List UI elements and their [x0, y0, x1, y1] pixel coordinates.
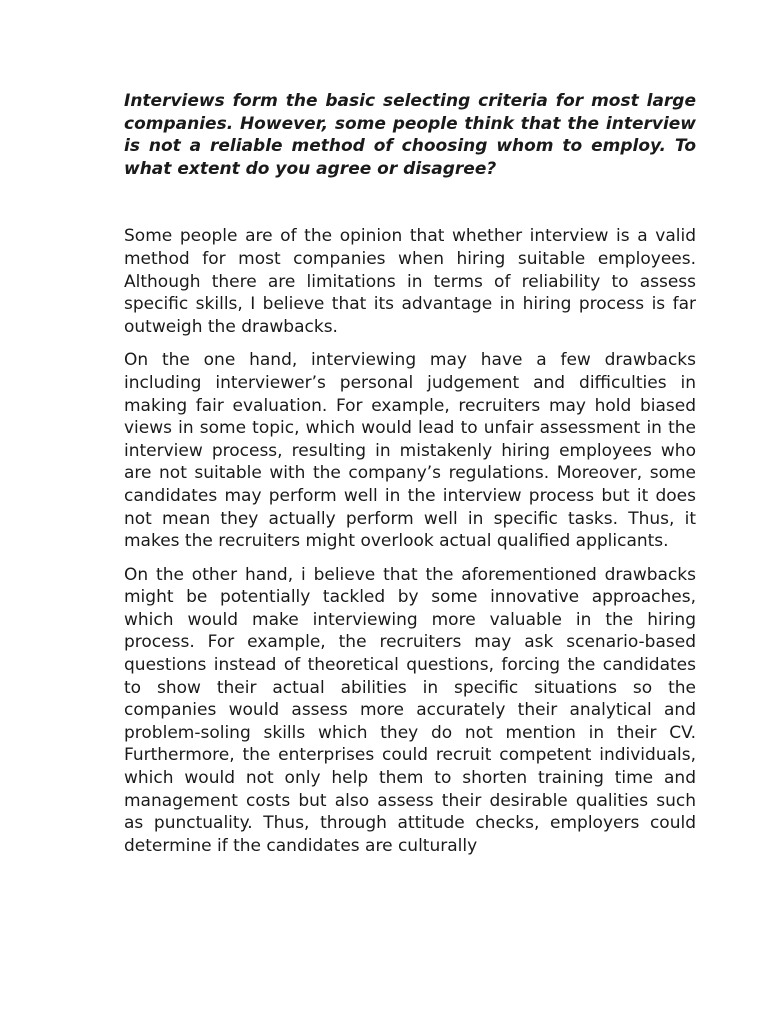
essay-body [124, 90, 696, 856]
paragraph-introduction: Some people are of the opinion that whether interview is a valid method for most companies when hiring suitable employees. Although there are limitations in terms of reliability to assess specific skills, I believe that its advantage in hiring process is far outweigh the drawbacks. [124, 226, 696, 337]
paragraph-counterargument-clip [124, 564, 696, 856]
paragraph-counterargument: On the other hand, i believe that the aforementioned drawbacks might be potentially tackled by some innovative approaches, which would make interviewing more valuable in the hiring process. For example, the recruiters may ask scenario-based questions instead of theoretical questions, forcing the candidates to show their actual abilities in specific situations so the companies would assess more accurately their analytical and problem-soling skills which they do not mention in their CV. Furthermore, the enterprises could recruit competent individuals, which would not only help them to shorten training time and management costs but also assess their desirable qualities such as punctuality. Thus, through attitude checks, employers could determine if the candidates are culturally [124, 564, 696, 856]
paragraph-drawbacks: On the one hand, interviewing may have a few drawbacks including interviewer’s personal judgement and difficulties in making fair evaluation. For example, recruiters may hold biased views in some topic, which would lead to unfair assessment in the interview process, resulting in mistakenly hiring employees who are not suitable with the company’s regulations. Moreover, some candidates may perform well in the interview process but it does not mean they actually perform well in specific tasks. Thus, it makes the recruiters might overlook actual qualified applicants. [124, 350, 696, 552]
essay-prompt: Interviews form the basic selecting criteria for most large companies. However, some people think that the interview is not a reliable method of choosing whom to employ. To what extent do you agree or disagree? [124, 91, 696, 179]
